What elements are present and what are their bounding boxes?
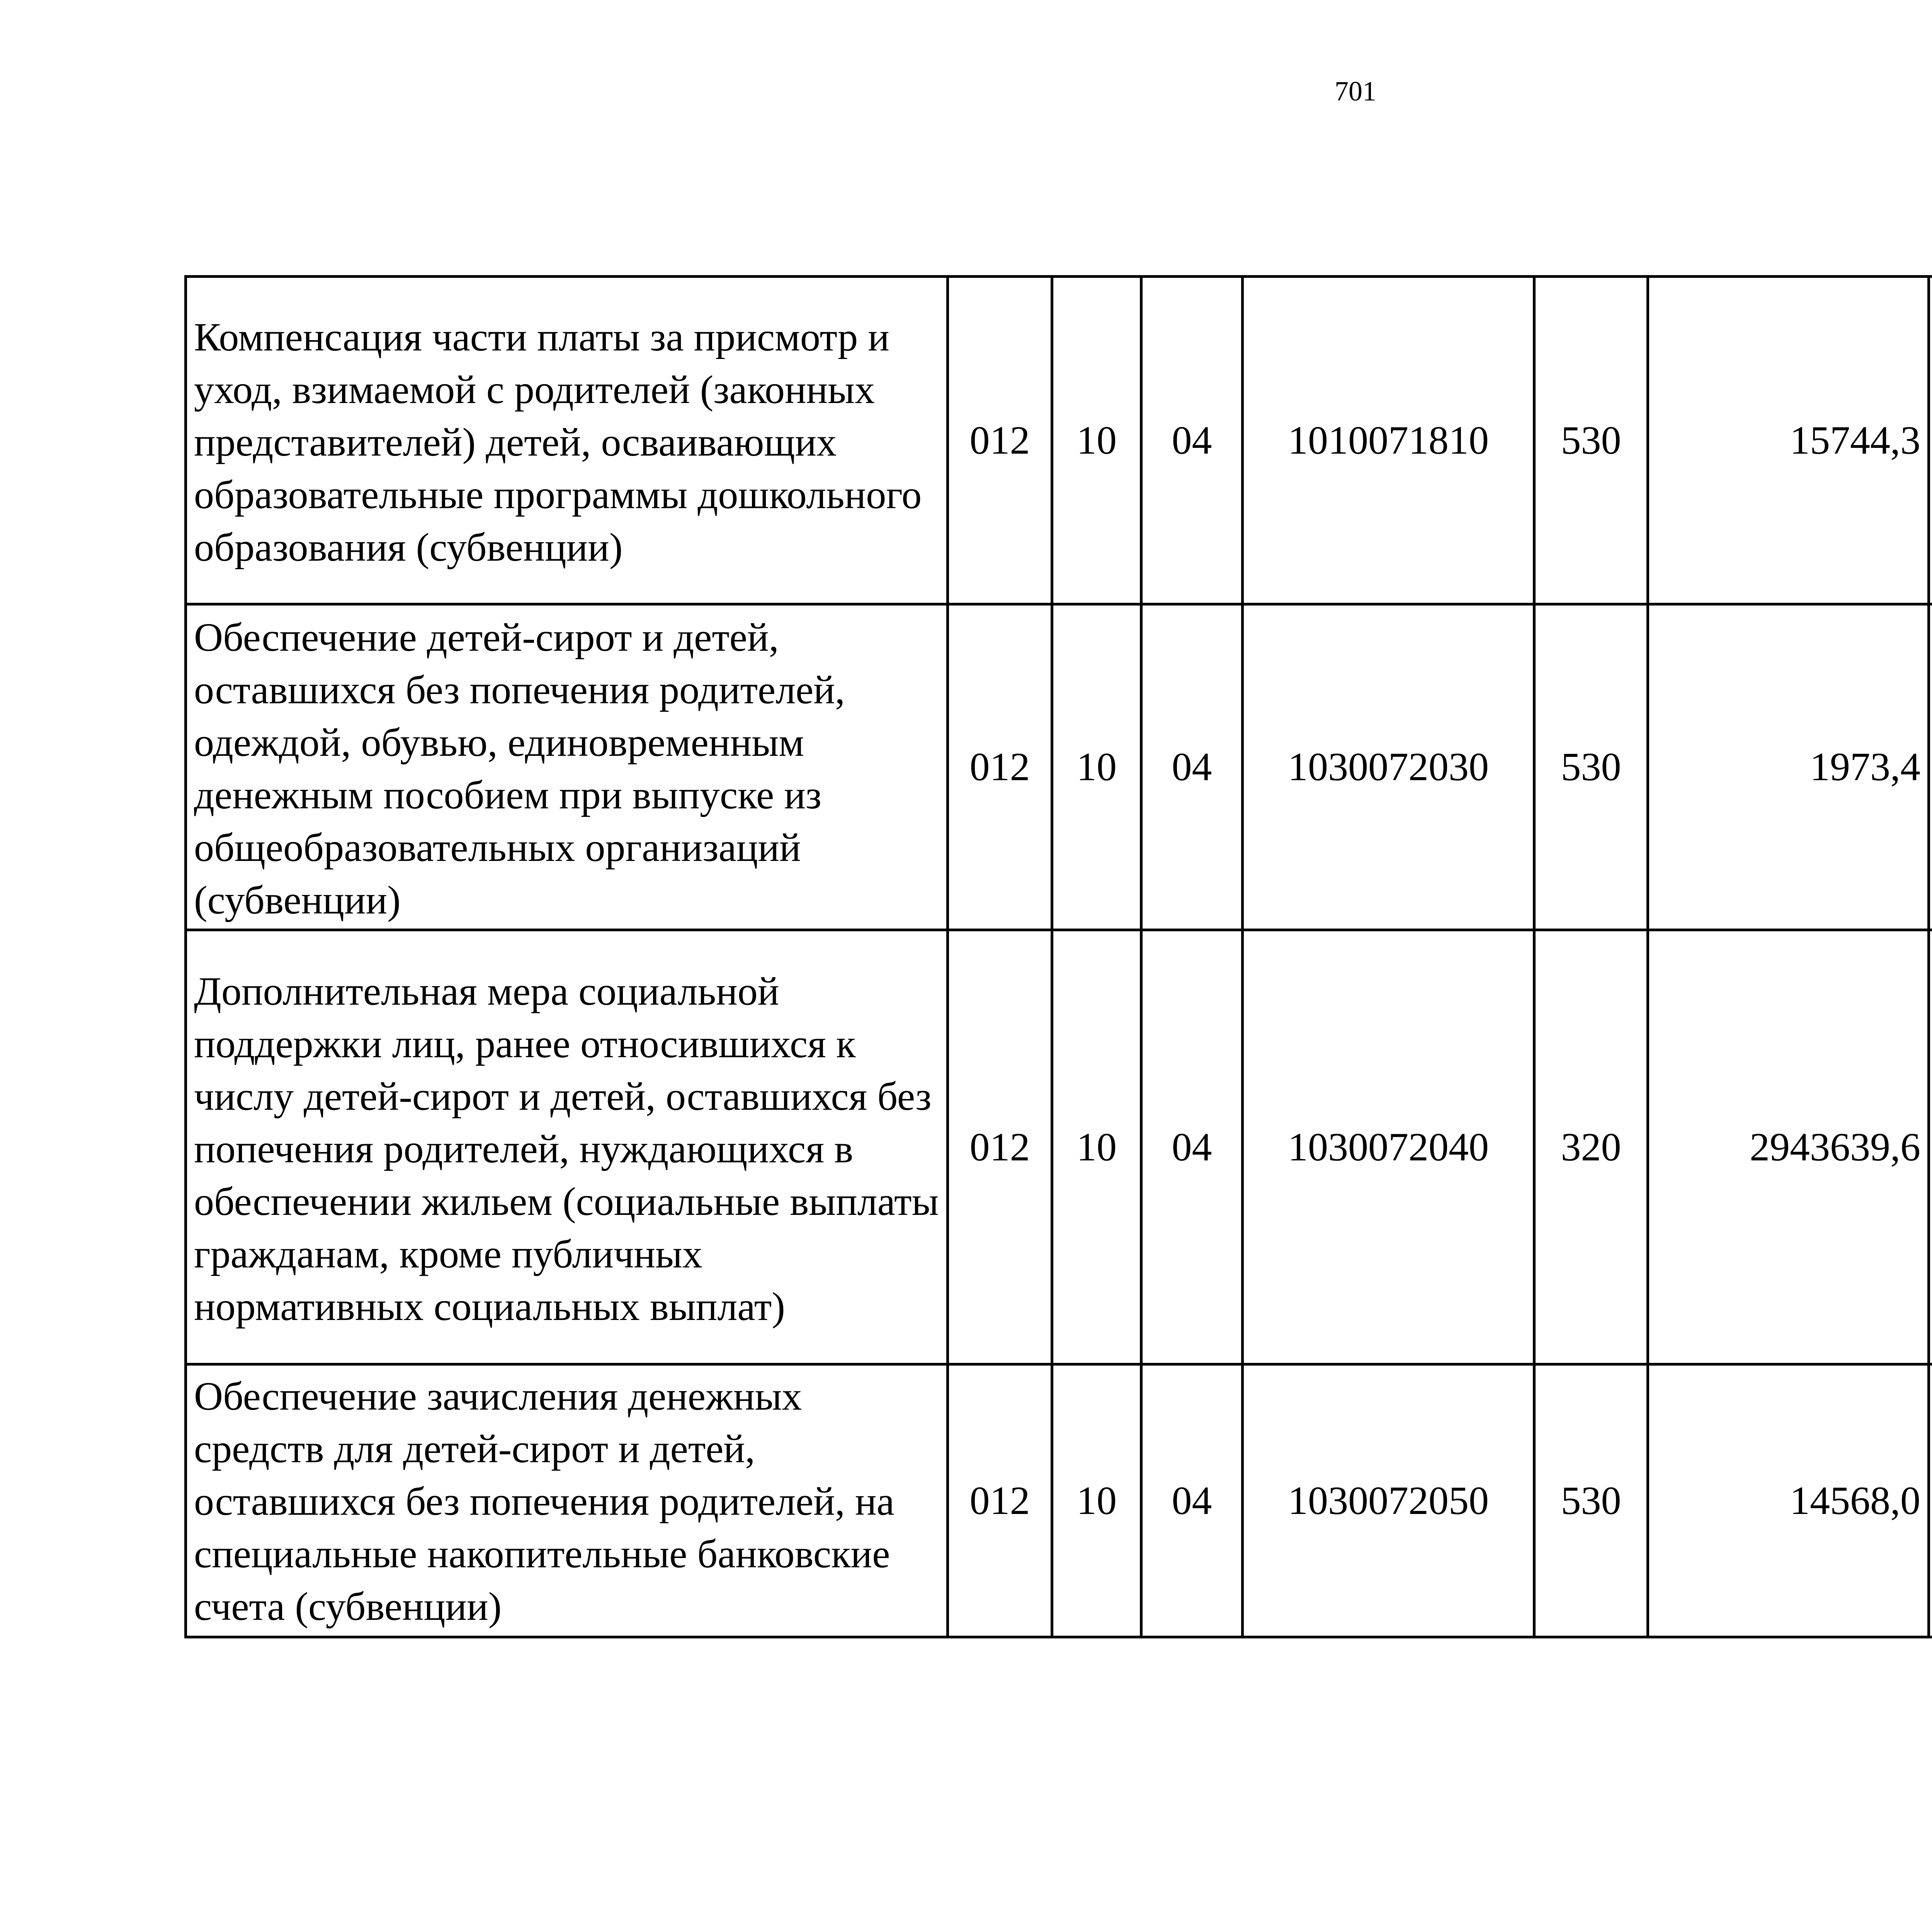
subsection-code: 04 [1141,604,1243,930]
section-code: 10 [1052,930,1141,1364]
page-number: 701 [1335,76,1376,107]
table-row [186,930,1932,1364]
table-row [186,604,1932,930]
table-row [186,1364,1932,1637]
amount-1: 2943639,6 [1648,930,1929,1364]
subsection-code: 04 [1141,1364,1243,1637]
expense-type-code: 530 [1534,277,1648,604]
grbs-code: 012 [948,604,1052,930]
item-name: Обеспечение детей-сирот и детей, оставшихся без попечения родителей, одеждой, обувью, единовременным денежным пособием при выпуске из общеобразовательных организаций (субвенции) [186,604,948,930]
amount-2 [1929,930,1932,1364]
grbs-code: 012 [948,277,1052,604]
target-article-code: 1030072040 [1243,930,1534,1364]
amount-1: 15744,3 [1648,277,1929,604]
target-article-code: 1030072030 [1243,604,1534,930]
subsection-code: 04 [1141,930,1243,1364]
amount-2 [1929,604,1932,930]
target-article-code: 1030072050 [1243,1364,1534,1637]
item-name: Компенсация части платы за присмотр и уход, взимаемой с родителей (законных представителей) детей, осваивающих образовательные программы дошкольного образования (субвенции) [186,277,948,604]
section-code: 10 [1052,1364,1141,1637]
expense-type-code: 530 [1534,604,1648,930]
subsection-code: 04 [1141,277,1243,604]
section-code: 10 [1052,277,1141,604]
target-article-code: 1010071810 [1243,277,1534,604]
table-row [186,277,1932,604]
grbs-code: 012 [948,1364,1052,1637]
amount-2 [1929,1364,1932,1637]
item-name: Дополнительная мера социальной поддержки лиц, ранее относившихся к числу детей-сирот и детей, оставшихся без попечения родителей, нуждающихся в обеспечении жильем (социальные выплаты гражданам, кроме публичных нормативных социальных выплат) [186,930,948,1364]
section-code: 10 [1052,604,1141,930]
budget-table [184,275,1932,1638]
amount-1: 1973,4 [1648,604,1929,930]
item-name: Обеспечение зачисления денежных средств для детей-сирот и детей, оставшихся без попечения родителей, на специальные накопительные банковские счета (субвенции) [186,1364,948,1637]
amount-1: 14568,0 [1648,1364,1929,1637]
expense-type-code: 530 [1534,1364,1648,1637]
amount-2 [1929,277,1932,604]
grbs-code: 012 [948,930,1052,1364]
expense-type-code: 320 [1534,930,1648,1364]
